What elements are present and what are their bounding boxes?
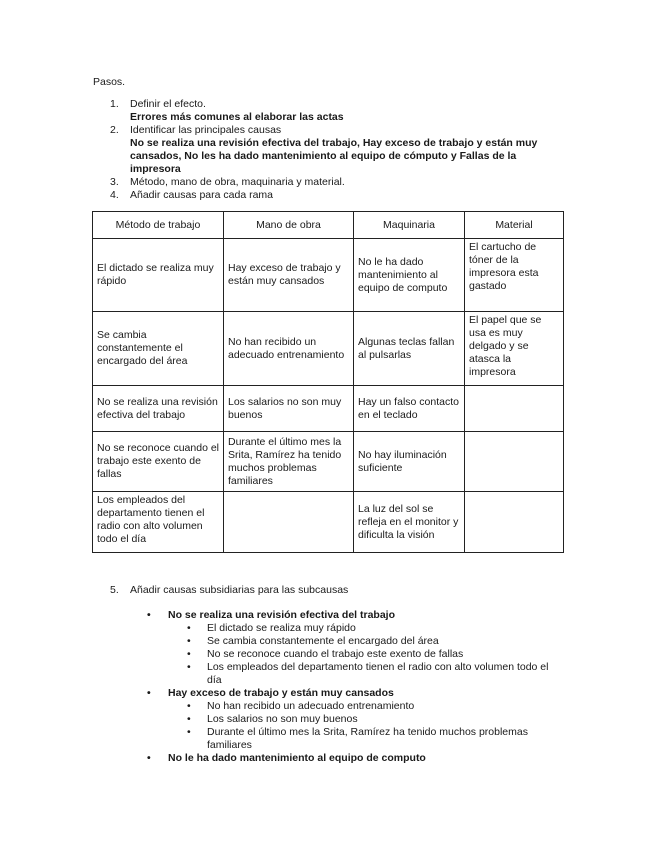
step-effect: Errores más comunes al elaborar las actas (130, 111, 344, 123)
table-cell (224, 492, 354, 553)
document-page: Pasos. 1. Definir el efecto. Errores más comunes al elaborar las actas 2. Identificar las principales causas No se realiza una revisión efectiva del trabajo, Hay exceso de trabajo y están muy cansados, No les ha dado mantenimiento al equipo de cómputo y Fallas de la impresora 3. Método, mano de obra, maquinaria y material. 4. Añadir causas para cada rama Método de trabajo Mano de obra Maquinaria Material El dictado se realiza muy rápido Hay exceso de trabajo y están muy cansados No le ha dado mantenimiento al equipo de computo El cartucho de tóner de la impresora esta gastado Se cambia constantemente el encargado del área No han recibido un adecuado entrenamiento Algunas teclas fallan al pulsarlas El papel que se usa es muy delgado y se atasca la impresora No se realiza una revisión efectiva del trabajo Los salarios no son muy buenos Hay un falso contacto en el teclado No se reconoce cuando el trabajo este exento de fallas Durante el último mes la Srita, Ramírez ha tenido muchos problemas familiares No hay iluminación suficiente Los empleados del departamento tienen el radio con alto volumen todo el día La luz del sol se refleja en el monitor y dificulta la visión 5. Añadir causas subsidiarias para las subcausas • No se realiza una revisión efectiva del trabajo • El dictado se realiza muy rápido • Se cambia constantemente el encargado del área • No se reconoce cuando el trabajo este exento de fallas • Los empleados del departamento tienen el radio con alto volumen todo el día • Hay exceso de trabajo y están muy cansados • No han recibido un adecuado entrenamiento • Los salarios no son muy buenos • Durante el último mes la Srita, Ramírez ha tenido muchos problemas familiares • No le ha dado mantenimiento al equipo de computo (0, 0, 655, 848)
table-cell: Los empleados del departamento tienen el radio con alto volumen todo el día (93, 492, 224, 553)
step-number: 2. (110, 124, 119, 136)
table-cell: Hay exceso de trabajo y están muy cansados (224, 239, 354, 312)
table-cell (465, 432, 564, 492)
table-cell (465, 386, 564, 432)
step-main-causes: No se realiza una revisión efectiva del trabajo, Hay exceso de trabajo y están muy cansados, No les ha dado mantenimiento al equipo de cómputo y Fallas de la impresora (130, 137, 538, 175)
table-cell: Los salarios no son muy buenos (224, 386, 354, 432)
table-cell: Durante el último mes la Srita, Ramírez ha tenido muchos problemas familiares (224, 432, 354, 492)
causes-table (92, 211, 564, 553)
table-cell: El papel que se usa es muy delgado y se atasca la impresora (465, 312, 564, 386)
header-metodo: Método de trabajo (93, 212, 224, 239)
bullet-icon: • (187, 622, 191, 634)
table-cell: La luz del sol se refleja en el monitor y dificulta la visión (354, 492, 465, 553)
step-text: Identificar las principales causas (130, 124, 282, 136)
table-row (93, 492, 564, 553)
step-text: Método, mano de obra, maquinaria y material. (130, 176, 345, 188)
step-text: Añadir causas subsidiarias para las subcausas (130, 584, 349, 596)
header-material: Material (465, 212, 564, 239)
bullet-icon: • (187, 726, 191, 738)
header-mano-de-obra: Mano de obra (224, 212, 354, 239)
bullet-icon: • (147, 687, 151, 699)
step-number: 4. (110, 189, 119, 201)
bullet-icon: • (187, 635, 191, 647)
bullet-icon: • (147, 752, 151, 764)
steps-heading: Pasos. (93, 76, 126, 88)
table-cell: Se cambia constantemente el encargado del área (93, 312, 224, 386)
table-cell: No han recibido un adecuado entrenamiento (224, 312, 354, 386)
bullet-icon: • (147, 609, 151, 621)
table-cell: El cartucho de tóner de la impresora esta gastado (465, 239, 564, 312)
table-cell: No se reconoce cuando el trabajo este exento de fallas (93, 432, 224, 492)
step-number: 3. (110, 176, 119, 188)
table-cell (465, 492, 564, 553)
step-number: 1. (110, 98, 119, 110)
bullet-icon: • (187, 713, 191, 725)
bullet-icon: • (187, 661, 191, 673)
table-cell: El dictado se realiza muy rápido (93, 239, 224, 312)
table-row (93, 239, 564, 312)
step-number: 5. (110, 584, 119, 596)
table-cell: Hay un falso contacto en el teclado (354, 386, 465, 432)
step-text: Definir el efecto. (130, 98, 206, 110)
step-text: Añadir causas para cada rama (130, 189, 273, 201)
table-cell: No hay iluminación suficiente (354, 432, 465, 492)
table-cell: Algunas teclas fallan al pulsarlas (354, 312, 465, 386)
bullet-icon: • (187, 700, 191, 712)
bullet-icon: • (187, 648, 191, 660)
table-row (93, 386, 564, 432)
table-cell: No se realiza una revisión efectiva del trabajo (93, 386, 224, 432)
header-maquinaria: Maquinaria (354, 212, 465, 239)
table-cell: No le ha dado mantenimiento al equipo de computo (354, 239, 465, 312)
table-header-row (93, 212, 564, 239)
table-row (93, 432, 564, 492)
table-row (93, 312, 564, 386)
